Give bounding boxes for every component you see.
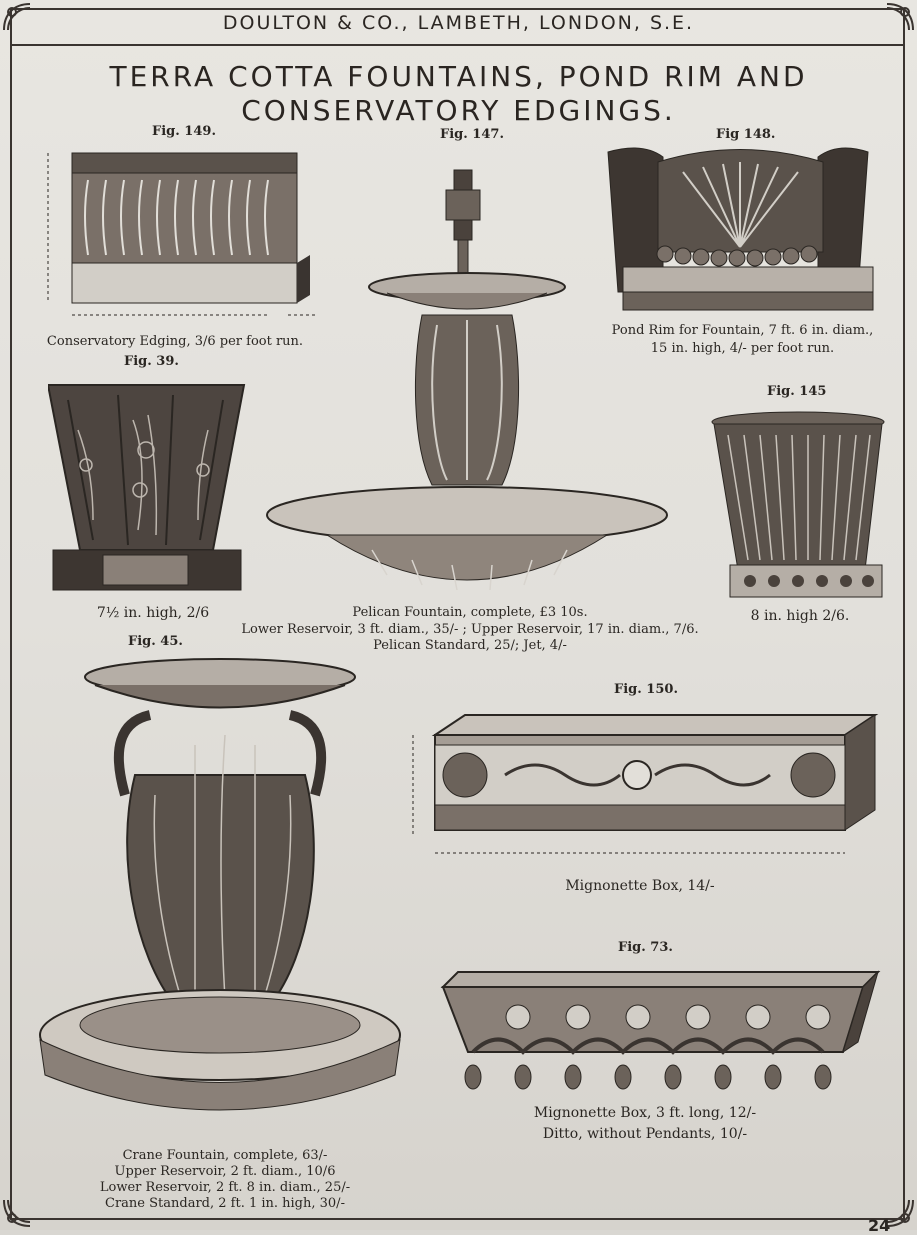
fig-145-label: Fig. 145 bbox=[767, 384, 827, 399]
fig-150-label: Fig. 150. bbox=[614, 682, 678, 697]
pond-rim-illustration bbox=[603, 142, 878, 317]
crane-fountain-illustration bbox=[35, 655, 410, 1150]
page-title-line-2: CONSERVATORY EDGINGS. bbox=[241, 94, 676, 127]
fig-145-pot-illustration bbox=[710, 410, 890, 602]
fig-149-caption: Conservatory Edging, 3/6 per foot run. bbox=[46, 334, 304, 349]
fig-147-caption-3: Pelican Standard, 25/; Jet, 4/- bbox=[373, 638, 567, 653]
fig-147-caption-2: Lower Reservoir, 3 ft. diam., 35/- ; Upper Reservoir, 17 in. diam., 7/6. bbox=[241, 622, 699, 637]
crane-caption-3: Lower Reservoir, 2 ft. 8 in. diam., 25/- bbox=[99, 1180, 351, 1195]
fig-145-caption: 8 in. high 2/6. bbox=[750, 608, 850, 624]
fig-73-caption-2: Ditto, without Pendants, 10/- bbox=[542, 1126, 748, 1142]
page-header: DOULTON & CO., LAMBETH, LONDON, S.E. bbox=[222, 12, 695, 34]
fig-148-caption-1: Pond Rim for Fountain, 7 ft. 6 in. diam., bbox=[611, 323, 874, 338]
crane-caption-1: Crane Fountain, complete, 63/- bbox=[122, 1148, 328, 1163]
fig-150-caption: Mignonette Box, 14/- bbox=[565, 878, 715, 894]
fig-149-label: Fig. 149. bbox=[152, 124, 216, 139]
page-number: 24 bbox=[868, 1216, 891, 1235]
fig-39-vase-illustration bbox=[48, 380, 248, 595]
fig-39-caption: 7½ in. high, 2/6 bbox=[96, 605, 210, 621]
fig-148-caption-2: 15 in. high, 4/- per foot run. bbox=[650, 341, 835, 356]
fig-147-label: Fig. 147. bbox=[440, 127, 504, 142]
corner-ornament-icon bbox=[0, 1194, 36, 1230]
fig-73-label: Fig. 73. bbox=[618, 940, 673, 955]
crane-caption-2: Upper Reservoir, 2 ft. diam., 10/6 bbox=[114, 1164, 336, 1179]
mignonette-box-illustration bbox=[405, 705, 885, 865]
header-rule bbox=[10, 44, 905, 46]
fig-73-mignonette-box-illustration bbox=[438, 962, 883, 1097]
crane-caption-4: Crane Standard, 2 ft. 1 in. high, 30/- bbox=[105, 1196, 345, 1211]
page-title-line-1: TERRA COTTA FOUNTAINS, POND RIM AND bbox=[109, 60, 808, 93]
fig-73-caption-1: Mignonette Box, 3 ft. long, 12/- bbox=[533, 1105, 757, 1121]
fig-39-label: Fig. 39. bbox=[124, 354, 179, 369]
fig-148-label: Fig 148. bbox=[716, 127, 776, 142]
fig-147-caption-1: Pelican Fountain, complete, £3 10s. bbox=[352, 605, 588, 620]
fig-45-label: Fig. 45. bbox=[128, 634, 183, 649]
